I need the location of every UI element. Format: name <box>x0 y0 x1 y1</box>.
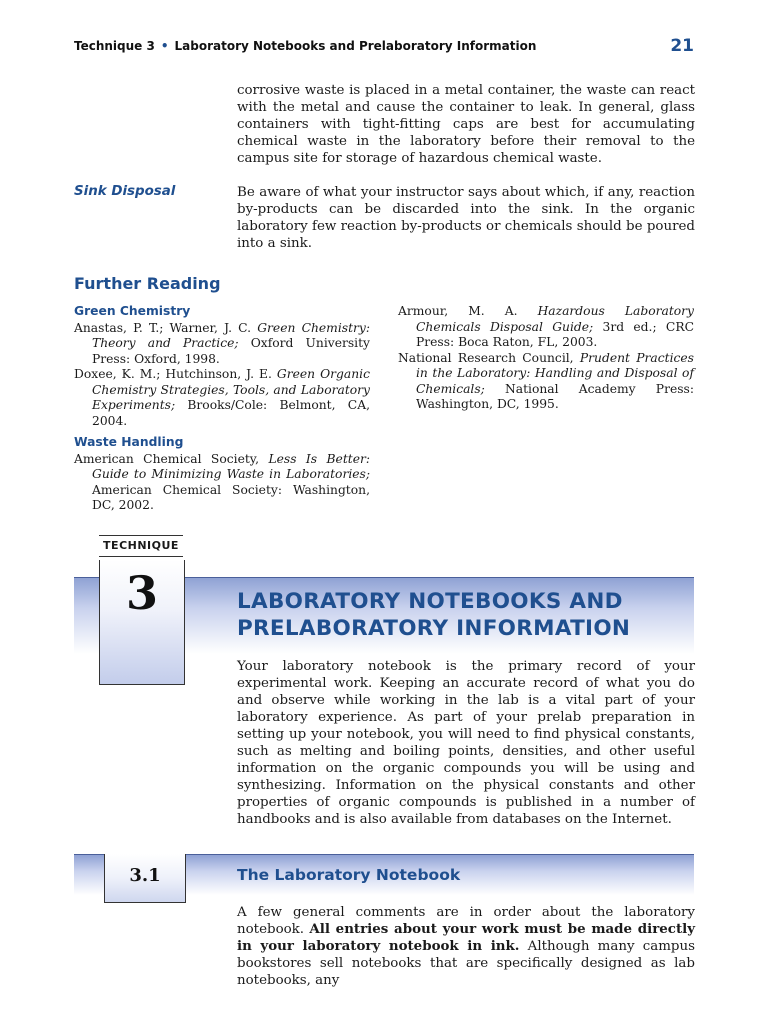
sink-disposal-text: Be aware of what your instructor says about which, if any, reaction by-products can be discarded into the sink. In the organic laboratory few reaction by-products or chemicals should be poured into a sink. <box>237 185 695 251</box>
reference-publisher: Brooks/Cole: Belmont, CA, 2004. <box>92 398 370 428</box>
green-chemistry-heading: Green Chemistry <box>74 304 191 318</box>
running-header <box>74 36 694 60</box>
section-text-before: A few general comments are in order about the laboratory notebook. <box>237 905 695 937</box>
reference-title: Less Is Better: Guide to Minimizing Waste in Laboratories; <box>92 451 370 481</box>
reference-authors: Doxee, K. M.; Hutchinson, J. E. <box>74 367 272 381</box>
technique-intro-paragraph <box>237 658 695 828</box>
reference-title: Green Organic Chemistry Strategies, Tools, and Laboratory Experiments; <box>92 367 370 412</box>
further-reading-heading: Further Reading <box>74 274 221 293</box>
reference-item <box>74 367 370 429</box>
bullet-separator: • <box>160 39 169 53</box>
technique-label: TECHNIQUE <box>99 535 183 557</box>
reference-authors: Armour, M. A. <box>398 304 518 318</box>
reference-title: Hazardous Laboratory Chemicals Disposal Guide; <box>416 304 694 334</box>
reference-authors: Anastas, P. T.; Warner, J. C. <box>74 320 252 335</box>
waste-handling-heading: Waste Handling <box>74 435 184 449</box>
section-text-after: Although many campus bookstores sell notebooks that are specifically designed as lab notebooks, any <box>237 939 695 988</box>
reference-authors: National Research Council, <box>398 350 574 365</box>
technique-intro-text: Your laboratory notebook is the primary record of your experimental work. Keeping an accurate record of what you do and observe while working in the lab is a vital part of your laboratory experience. As part of your prelab preparation in setting up your notebook, you will need to find physical constants, such as melting and boiling points, densities, and other useful information on the organic compounds you will be using and synthesizing. Information on the physical constants and other properties of organic compounds is published in a number of handbooks and is also available from databases on the Internet. <box>237 659 695 827</box>
waste-paragraph <box>237 82 695 167</box>
reference-publisher: Oxford University Press: Oxford, 1998. <box>92 336 370 366</box>
section-number: 3.1 <box>129 865 161 886</box>
reference-authors: American Chemical Society, <box>74 451 260 466</box>
running-header-left <box>74 39 536 53</box>
section-number-box <box>104 854 186 903</box>
reference-item <box>74 452 370 514</box>
sink-disposal-paragraph <box>237 184 695 252</box>
technique-title: LABORATORY NOTEBOOKS AND PRELABORATORY INFORMATION <box>237 589 631 641</box>
waste-paragraph-text: corrosive waste is placed in a metal container, the waste can react with the metal and cause the container to leak. In general, glass containers with tight-fitting caps are best for accumulating chemical waste in the laboratory before their removal to the campus site for storage of hazardous chemical waste. <box>237 83 695 166</box>
reference-item <box>74 321 370 368</box>
reference-publisher: American Chemical Society: Washington, DC, 2002. <box>92 482 370 512</box>
sink-disposal-label: Sink Disposal <box>74 184 176 199</box>
page-number: 21 <box>670 36 694 56</box>
technique-number: 3 <box>125 566 158 620</box>
section-paragraph <box>237 904 695 989</box>
reference-title: Prudent Practices in the Laboratory: Handling and Disposal of Chemicals; <box>416 350 694 396</box>
reference-publisher: 3rd ed.; CRC Press: Boca Raton, FL, 2003. <box>416 319 694 349</box>
section-title: The Laboratory Notebook <box>237 866 461 884</box>
reference-title: Green Chemistry: Theory and Practice; <box>92 320 370 350</box>
reference-publisher: National Academy Press: Washington, DC, 1995. <box>416 381 694 411</box>
further-reading-right-column <box>398 304 694 413</box>
section-text-bold: All entries about your work must be made directly in your laboratory notebook in ink. <box>237 921 696 954</box>
technique-number-box <box>99 560 185 685</box>
reference-item <box>398 304 694 351</box>
running-header-chapter-title: Laboratory Notebooks and Prelaboratory Information <box>174 39 537 53</box>
further-reading-left-column <box>74 304 370 514</box>
reference-item <box>398 351 694 413</box>
running-header-technique: Technique 3 <box>74 39 155 53</box>
section-paragraph-text <box>237 904 695 989</box>
